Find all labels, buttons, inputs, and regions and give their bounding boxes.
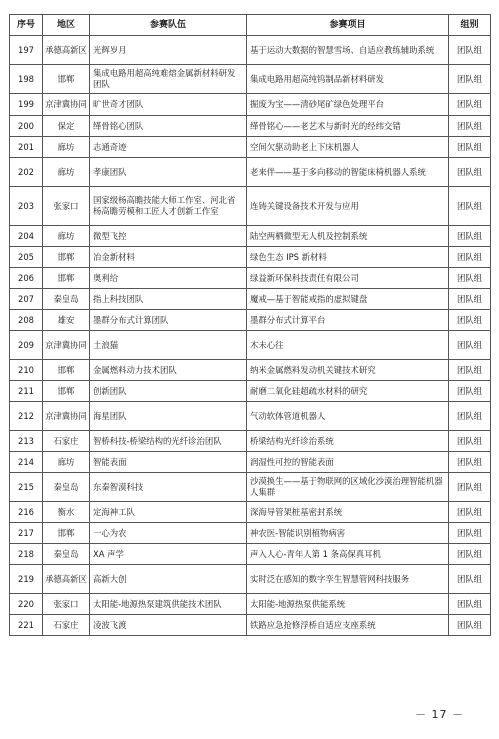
cell-project: 老来伴——基于多向移动的智能床椅机器人系统	[247, 158, 449, 187]
header-group: 组别	[449, 15, 491, 36]
table-row	[10, 594, 491, 615]
table-row	[10, 94, 491, 116]
cell-num: 218	[10, 544, 43, 565]
cell-project: 集成电路用超高纯钨制品新材料研发	[247, 65, 449, 94]
cell-team: 创新团队	[90, 381, 247, 402]
cell-group: 团队组	[449, 226, 491, 247]
cell-team: 智桥科技-桥梁结构的光纤诊治团队	[90, 431, 247, 452]
cell-group: 团队组	[449, 310, 491, 331]
table-row	[10, 565, 491, 594]
cell-group: 团队组	[449, 94, 491, 116]
cell-region: 廊坊	[43, 452, 90, 473]
cell-group: 团队组	[449, 116, 491, 137]
cell-num: 211	[10, 381, 43, 402]
cell-project: 纳米金属燃料发动机关键技术研究	[247, 360, 449, 381]
table-row	[10, 137, 491, 158]
cell-region: 廊坊	[43, 137, 90, 158]
cell-num: 209	[10, 331, 43, 360]
cell-team: 缂骨铭心团队	[90, 116, 247, 137]
cell-project: 太阳能-地源热泵供能系统	[247, 594, 449, 615]
cell-region: 秦皇岛	[43, 544, 90, 565]
cell-project: 沙漠换生——基于物联网的区域化沙漠治理智能机器人集群	[247, 473, 449, 502]
cell-group: 团队组	[449, 331, 491, 360]
cell-group: 团队组	[449, 452, 491, 473]
cell-project: 连铸关键设备技术开发与应用	[247, 187, 449, 226]
cell-group: 团队组	[449, 247, 491, 268]
cell-group: 团队组	[449, 158, 491, 187]
table-row	[10, 615, 491, 636]
table-row	[10, 381, 491, 402]
cell-region: 承德高新区	[43, 36, 90, 65]
cell-region: 秦皇岛	[43, 473, 90, 502]
cell-region: 邯郸	[43, 523, 90, 544]
cell-project: 魔戒—基于智能戒指的虚拟键盘	[247, 289, 449, 310]
cell-project: 深海导管架桩基密封系统	[247, 502, 449, 523]
cell-team: 志通奇迹	[90, 137, 247, 158]
cell-region: 邯郸	[43, 247, 90, 268]
cell-group: 团队组	[449, 402, 491, 431]
table-row	[10, 331, 491, 360]
results-table-container	[9, 14, 490, 636]
cell-num: 199	[10, 94, 43, 116]
cell-team: 微型飞控	[90, 226, 247, 247]
cell-team: 土浪猫	[90, 331, 247, 360]
cell-num: 197	[10, 36, 43, 65]
cell-region: 京津冀协同	[43, 94, 90, 116]
cell-region: 邯郸	[43, 381, 90, 402]
table-row	[10, 452, 491, 473]
header-project: 参赛项目	[247, 15, 449, 36]
cell-num: 207	[10, 289, 43, 310]
cell-num: 213	[10, 431, 43, 452]
table-row	[10, 116, 491, 137]
header-team: 参赛队伍	[90, 15, 247, 36]
table-row	[10, 523, 491, 544]
cell-num: 210	[10, 360, 43, 381]
cell-project: 铁路应急抢修浮桥自适应支座系统	[247, 615, 449, 636]
table-body	[10, 36, 491, 636]
cell-team: 海星团队	[90, 402, 247, 431]
cell-team: 智能表面	[90, 452, 247, 473]
header-region: 地区	[43, 15, 90, 36]
cell-num: 202	[10, 158, 43, 187]
header-num: 序号	[10, 15, 43, 36]
cell-region: 京津冀协同	[43, 331, 90, 360]
table-row	[10, 310, 491, 331]
cell-team: 光辉岁月	[90, 36, 247, 65]
table-row	[10, 502, 491, 523]
cell-region: 京津冀协同	[43, 402, 90, 431]
cell-team: 指上科技团队	[90, 289, 247, 310]
table-row	[10, 247, 491, 268]
table-row	[10, 65, 491, 94]
cell-group: 团队组	[449, 615, 491, 636]
cell-num: 221	[10, 615, 43, 636]
cell-project: 空间欠驱动助老上下床机器人	[247, 137, 449, 158]
cell-group: 团队组	[449, 187, 491, 226]
page-number: － 17 －	[415, 708, 464, 721]
cell-project: 润湿性可控的智能表面	[247, 452, 449, 473]
table-row	[10, 187, 491, 226]
table-row	[10, 289, 491, 310]
cell-region: 石家庄	[43, 431, 90, 452]
cell-num: 203	[10, 187, 43, 226]
cell-project: 基于运动大数据的智慧雪场、自适应教练辅助系统	[247, 36, 449, 65]
cell-num: 204	[10, 226, 43, 247]
cell-group: 团队组	[449, 431, 491, 452]
cell-region: 邯郸	[43, 65, 90, 94]
cell-group: 团队组	[449, 473, 491, 502]
cell-project: 绿色生态 IPS 新材料	[247, 247, 449, 268]
cell-region: 邯郸	[43, 360, 90, 381]
cell-team: 定海神工队	[90, 502, 247, 523]
table-header-row	[10, 15, 491, 36]
cell-group: 团队组	[449, 565, 491, 594]
cell-team: 国家级杨高瞻技能大师工作室、河北省杨高瞻劳模和工匠人才创新工作室	[90, 187, 247, 226]
cell-team: 墨群分布式计算团队	[90, 310, 247, 331]
cell-num: 201	[10, 137, 43, 158]
cell-group: 团队组	[449, 36, 491, 65]
cell-team: 孝康团队	[90, 158, 247, 187]
cell-num: 219	[10, 565, 43, 594]
cell-project: 木未心往	[247, 331, 449, 360]
cell-group: 团队组	[449, 594, 491, 615]
cell-team: 太阳能-地源热泵建筑供能技术团队	[90, 594, 247, 615]
cell-project: 掘废为宝——清砂尾矿绿色处理平台	[247, 94, 449, 116]
table-row	[10, 431, 491, 452]
cell-project: 绿益新环保科技责任有限公司	[247, 268, 449, 289]
table-row	[10, 402, 491, 431]
cell-team: 金属燃料动力技术团队	[90, 360, 247, 381]
cell-region: 承德高新区	[43, 565, 90, 594]
cell-project: 实时泛在感知的数字孪生智慧管网科技服务	[247, 565, 449, 594]
cell-project: 神农医-智能识别植物病害	[247, 523, 449, 544]
cell-team: 奥利给	[90, 268, 247, 289]
cell-project: 耐磨二氧化硅超疏水材料的研究	[247, 381, 449, 402]
cell-project: 缂骨铭心——老艺术与新时光的经纬交错	[247, 116, 449, 137]
cell-region: 张家口	[43, 594, 90, 615]
cell-region: 石家庄	[43, 615, 90, 636]
cell-team: 集成电路用超高纯难熔金属新材料研发团队	[90, 65, 247, 94]
table-row	[10, 158, 491, 187]
cell-group: 团队组	[449, 268, 491, 289]
cell-group: 团队组	[449, 65, 491, 94]
cell-num: 215	[10, 473, 43, 502]
table-row	[10, 473, 491, 502]
table-row	[10, 36, 491, 65]
cell-project: 声入人心-青年人第 1 条高保真耳机	[247, 544, 449, 565]
cell-project: 陆空两栖微型无人机及控制系统	[247, 226, 449, 247]
table-row	[10, 544, 491, 565]
results-table	[9, 14, 491, 636]
cell-region: 雄安	[43, 310, 90, 331]
cell-project: 墨群分布式计算平台	[247, 310, 449, 331]
cell-num: 214	[10, 452, 43, 473]
cell-region: 衡水	[43, 502, 90, 523]
cell-num: 208	[10, 310, 43, 331]
cell-num: 216	[10, 502, 43, 523]
cell-region: 张家口	[43, 187, 90, 226]
cell-team: 东秦智漠科技	[90, 473, 247, 502]
cell-group: 团队组	[449, 544, 491, 565]
cell-num: 220	[10, 594, 43, 615]
cell-num: 212	[10, 402, 43, 431]
cell-team: 凌波飞渡	[90, 615, 247, 636]
cell-group: 团队组	[449, 360, 491, 381]
cell-num: 205	[10, 247, 43, 268]
cell-num: 200	[10, 116, 43, 137]
cell-region: 廊坊	[43, 158, 90, 187]
cell-team: 高新大创	[90, 565, 247, 594]
cell-group: 团队组	[449, 523, 491, 544]
cell-region: 秦皇岛	[43, 289, 90, 310]
cell-region: 保定	[43, 116, 90, 137]
cell-team: 旷世奇才团队	[90, 94, 247, 116]
cell-team: XA 声学	[90, 544, 247, 565]
cell-project: 气动软体管道机器人	[247, 402, 449, 431]
cell-region: 廊坊	[43, 226, 90, 247]
table-row	[10, 360, 491, 381]
cell-region: 邯郸	[43, 268, 90, 289]
cell-num: 217	[10, 523, 43, 544]
cell-group: 团队组	[449, 381, 491, 402]
cell-num: 198	[10, 65, 43, 94]
cell-group: 团队组	[449, 137, 491, 158]
cell-group: 团队组	[449, 289, 491, 310]
table-row	[10, 226, 491, 247]
cell-project: 桥梁结构光纤诊治系统	[247, 431, 449, 452]
cell-team: 一心为农	[90, 523, 247, 544]
table-row	[10, 268, 491, 289]
cell-group: 团队组	[449, 502, 491, 523]
cell-team: 冶金新材料	[90, 247, 247, 268]
cell-num: 206	[10, 268, 43, 289]
